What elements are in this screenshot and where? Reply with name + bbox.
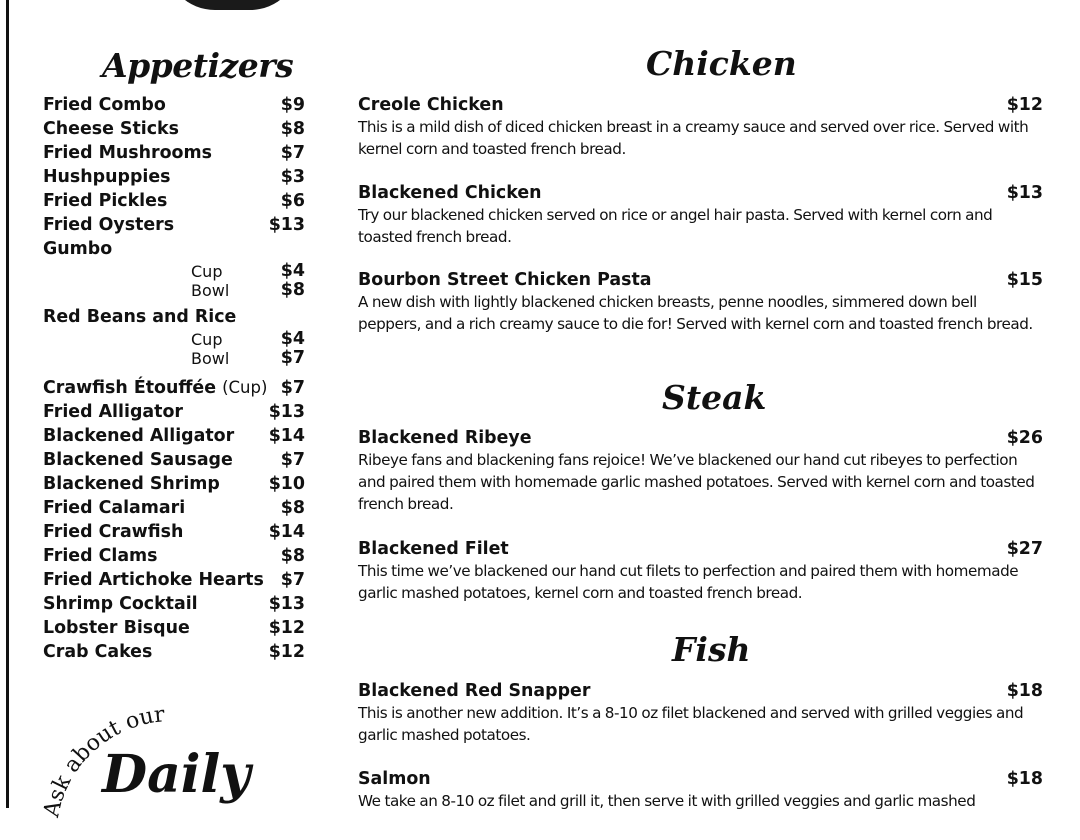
- item-price: $14: [268, 426, 305, 446]
- menu-item-fried-alligator: [43, 401, 305, 425]
- steak-heading: Steak: [662, 378, 767, 417]
- item-name: Blackened Sausage: [43, 450, 233, 470]
- item-description: This time we’ve blackened our hand cut filets to perfection and paired them with homemade garlic mashed potatoes, kernel corn and toasted french bread.: [358, 562, 1019, 602]
- badge-daily-word: Daily: [102, 744, 251, 805]
- item-note: (Cup): [222, 378, 268, 397]
- item-name: Blackened Alligator: [43, 426, 235, 446]
- item-name: Fried Pickles: [43, 191, 168, 211]
- item-name: Creole Chicken: [358, 95, 504, 115]
- menu-item-cheese-sticks: [43, 118, 305, 142]
- item-description: Ribeye fans and blackening fans rejoice! We’ve blackened our hand cut ribeyes to perfection and paired them with homemade garlic mashed potatoes. Served with kernel corn and toasted french bread.: [358, 451, 1035, 513]
- menu-item-blackened-sausage: [43, 449, 305, 473]
- item-description: We take an 8-10 oz filet and grill it, then serve it with grilled veggies and garlic mashed: [358, 792, 976, 810]
- item-name: Fried Oysters: [43, 215, 175, 235]
- item-name: Crawfish Étouffée: [43, 378, 217, 398]
- item-name: Blackened Shrimp: [43, 474, 220, 494]
- menu-item-creole-chicken: [358, 94, 1043, 160]
- size-label: Bowl: [191, 349, 230, 368]
- item-name: Bourbon Street Chicken Pasta: [358, 270, 652, 290]
- item-price: $13: [268, 402, 305, 422]
- item-name: Cheese Sticks: [43, 119, 179, 139]
- item-name: Fried Clams: [43, 546, 158, 566]
- logo-fragment: [165, 0, 300, 10]
- menu-item-fried-combo: [43, 94, 305, 118]
- item-price: $12: [268, 618, 305, 638]
- item-price: $7: [280, 143, 305, 163]
- item-price: $13: [268, 215, 305, 235]
- item-price: $8: [280, 498, 305, 518]
- menu-item-fried-mushrooms: [43, 142, 305, 166]
- chicken-heading: Chicken: [646, 44, 797, 83]
- menu-item-blackened-ribeye: [358, 427, 1043, 515]
- item-price: $4: [280, 329, 305, 349]
- item-price: $4: [280, 261, 305, 281]
- red-beans-bowl-row: [43, 349, 305, 368]
- item-name: Lobster Bisque: [43, 618, 190, 638]
- item-price: $7: [280, 570, 305, 590]
- item-name: Salmon: [358, 769, 431, 789]
- item-description: This is another new addition. It’s a 8-10 oz filet blackened and served with grilled veggies and garlic mashed potatoes.: [358, 704, 1024, 744]
- item-price: $6: [280, 191, 305, 211]
- menu-item-blackened-filet: [358, 538, 1043, 604]
- item-price: $10: [268, 474, 305, 494]
- menu-item-shrimp-cocktail: [43, 593, 305, 617]
- left-border-rule: [6, 0, 9, 808]
- menu-item-fried-artichoke-hearts: [43, 569, 305, 593]
- badge-arc-text: Ask about our: [39, 702, 166, 820]
- size-label: Cup: [191, 262, 223, 281]
- menu-item-fried-calamari: [43, 497, 305, 521]
- menu-item-fried-pickles: [43, 190, 305, 214]
- menu-item-red-beans-and-rice: [43, 306, 305, 330]
- item-name: Blackened Chicken: [358, 183, 542, 203]
- item-name: Red Beans and Rice: [43, 307, 237, 327]
- item-price: $12: [1006, 95, 1043, 115]
- item-description: This is a mild dish of diced chicken breast in a creamy sauce and served over rice. Served with kernel corn and toasted french bread.: [358, 118, 1029, 158]
- item-price: $7: [280, 378, 305, 398]
- item-price: $27: [1006, 539, 1043, 559]
- item-price: $3: [280, 167, 305, 187]
- item-price: $14: [268, 522, 305, 542]
- menu-item-salmon: [358, 768, 1043, 812]
- gumbo-bowl-row: [43, 281, 305, 300]
- item-price: $7: [280, 348, 305, 368]
- menu-item-blackened-red-snapper: [358, 680, 1043, 746]
- item-price: $26: [1006, 428, 1043, 448]
- item-name: Shrimp Cocktail: [43, 594, 198, 614]
- menu-item-blackened-alligator: [43, 425, 305, 449]
- menu-item-blackened-shrimp: [43, 473, 305, 497]
- red-beans-cup-row: [43, 330, 305, 349]
- item-description: A new dish with lightly blackened chicken breasts, penne noodles, simmered down bell peppers, and a rich creamy sauce to die for! Served with kernel corn and toasted french bread.: [358, 293, 1033, 333]
- item-price: $12: [268, 642, 305, 662]
- menu-item-crawfish-etouffee: [43, 377, 305, 401]
- item-name: Fried Calamari: [43, 498, 186, 518]
- item-name: Fried Alligator: [43, 402, 183, 422]
- item-name: Fried Artichoke Hearts: [43, 570, 264, 590]
- item-name: Blackened Red Snapper: [358, 681, 591, 701]
- appetizers-heading: Appetizers: [102, 46, 294, 85]
- item-price: $8: [280, 119, 305, 139]
- item-name: Fried Combo: [43, 95, 166, 115]
- menu-item-gumbo: [43, 238, 305, 262]
- item-price: $8: [280, 280, 305, 300]
- item-price: $8: [280, 546, 305, 566]
- item-name: Fried Mushrooms: [43, 143, 212, 163]
- item-price: $9: [280, 95, 305, 115]
- menu-item-bourbon-street-chicken-pasta: [358, 269, 1043, 335]
- item-price: $7: [280, 450, 305, 470]
- menu-item-blackened-chicken: [358, 182, 1043, 248]
- item-name: Crab Cakes: [43, 642, 153, 662]
- appetizers-list: [43, 94, 305, 665]
- item-description: Try our blackened chicken served on rice or angel hair pasta. Served with kernel corn and toasted french bread.: [358, 206, 993, 246]
- menu-item-fried-oysters: [43, 214, 305, 238]
- item-price: $15: [1006, 270, 1043, 290]
- gumbo-cup-row: [43, 262, 305, 281]
- item-name: Blackened Ribeye: [358, 428, 532, 448]
- item-name: Fried Crawfish: [43, 522, 184, 542]
- menu-item-lobster-bisque: [43, 617, 305, 641]
- fish-heading: Fish: [672, 630, 751, 669]
- menu-item-fried-clams: [43, 545, 305, 569]
- size-label: Cup: [191, 330, 223, 349]
- item-price: $18: [1006, 681, 1043, 701]
- item-name: Gumbo: [43, 239, 113, 259]
- item-price: $13: [1006, 183, 1043, 203]
- size-label: Bowl: [191, 281, 230, 300]
- menu-item-crab-cakes: [43, 641, 305, 665]
- menu-item-fried-crawfish: [43, 521, 305, 545]
- item-name: Blackened Filet: [358, 539, 509, 559]
- daily-specials-badge: [36, 700, 316, 840]
- item-name: Hushpuppies: [43, 167, 171, 187]
- item-price: $13: [268, 594, 305, 614]
- menu-item-hushpuppies: [43, 166, 305, 190]
- item-price: $18: [1006, 769, 1043, 789]
